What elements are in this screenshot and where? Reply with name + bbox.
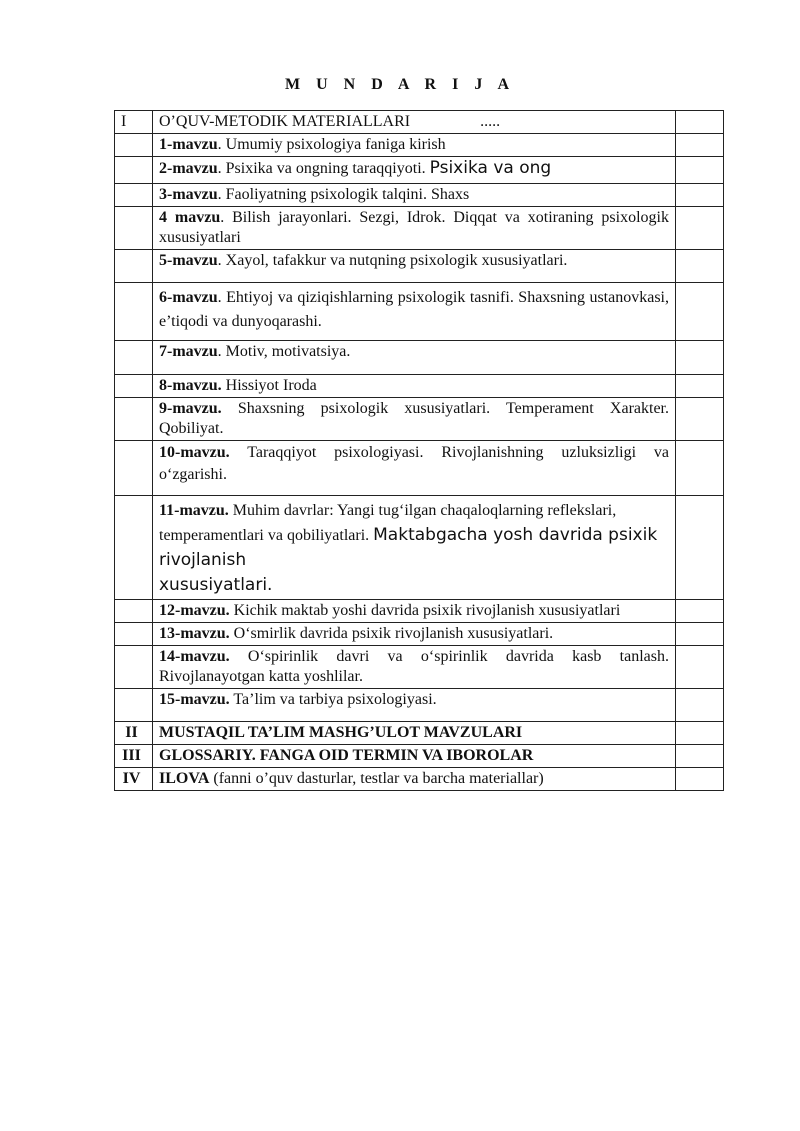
topic-label: 10-mavzu. [159, 444, 230, 461]
topic-entry [153, 496, 676, 600]
topic-entry [153, 375, 676, 398]
table-row [115, 111, 724, 134]
topic-label: 14-mavzu. [159, 648, 230, 665]
topic-label: 9-mavzu. [159, 400, 222, 417]
table-row [115, 283, 724, 341]
topic-label: 11-mavzu. [159, 502, 229, 519]
section-title-text: (fanni o’quv dasturlar, testlar va barcha materiallar) [209, 770, 544, 787]
topic-entry [153, 398, 676, 441]
table-row [115, 157, 724, 184]
topic-text: Ta’lim va tarbiya psixologiyasi. [229, 691, 437, 708]
section-number: III [115, 745, 153, 768]
topic-entry [153, 134, 676, 157]
topic-label: 3-mavzu [159, 186, 218, 203]
topic-text-extra-2: xususiyatlari. [159, 575, 273, 595]
topic-entry [153, 283, 676, 341]
table-row [115, 623, 724, 646]
topic-text: . Motiv, motivatsiya. [217, 343, 351, 360]
table-row [115, 398, 724, 441]
topic-entry [153, 646, 676, 689]
topic-entry [153, 341, 676, 375]
topic-label: 8-mavzu. [159, 377, 222, 394]
topic-text: . Faoliyatning psixologik talqini. Shaxs [217, 186, 470, 203]
page-number-cell [676, 111, 724, 134]
topic-entry [153, 184, 676, 207]
table-row [115, 184, 724, 207]
table-row [115, 496, 724, 600]
section-number: IV [115, 768, 153, 791]
topic-text: O‘smirlik davrida psixik rivojlanish xususiyatlari. [229, 625, 554, 642]
section-title [153, 111, 676, 134]
table-row [115, 441, 724, 496]
table-row [115, 600, 724, 623]
document-title: M U N D A R I J A [284, 76, 515, 93]
topic-label: 5-mavzu [159, 252, 218, 269]
section-title: MUSTAQIL TA’LIM MASHG’ULOT MAVZULARI [153, 722, 676, 745]
topic-text: Shaxsning psixologik xususiyatlari. Temperament Xarakter. Qobiliyat. [159, 400, 669, 437]
topic-label: 1-mavzu [159, 136, 218, 153]
table-row [115, 768, 724, 791]
topic-text: . Xayol, tafakkur va nutqning psixologik xususiyatlari. [217, 252, 568, 269]
table-row [115, 250, 724, 283]
section-title-text: O’QUV-METODIK MATERIALLARI [159, 113, 411, 130]
topic-entry [153, 600, 676, 623]
section-label: ILOVA [159, 770, 210, 787]
contents-table [114, 110, 724, 791]
table-row [115, 134, 724, 157]
topic-text: . Umumiy psixologiya faniga kirish [217, 136, 446, 153]
table-row [115, 722, 724, 745]
topic-label: 13-mavzu. [159, 625, 230, 642]
topic-text-extra: Maktabgacha yosh davrida psixik rivojlanish [159, 525, 658, 570]
topic-label: 15-mavzu. [159, 691, 230, 708]
topic-text: Kichik maktab yoshi davrida psixik rivojlanish xususiyatlari [229, 602, 621, 619]
section-number: I [115, 111, 153, 134]
table-row [115, 375, 724, 398]
topic-text: . Ehtiyoj va qiziqishlarning psixologik tasnifi. Shaxsning ustanovkasi, e’tiqodi va dunyoqarashi. [159, 289, 669, 330]
table-row [115, 341, 724, 375]
topic-text: Hissiyot Iroda [221, 377, 317, 394]
section-title: GLOSSARIY. FANGA OID TERMIN VA IBOROLAR [153, 745, 676, 768]
topic-entry [153, 441, 676, 496]
topic-entry [153, 207, 676, 250]
topic-label: 2-mavzu [159, 160, 218, 177]
table-row [115, 689, 724, 722]
topic-text: . Bilish jarayonlari. Sezgi, Idrok. Diqqat va xotiraning psixologik xususiyatlari [159, 209, 669, 246]
topic-text: O‘spirinlik davri va o‘spirinlik davrida kasb tanlash. Rivojlanayotgan katta yoshlilar. [159, 648, 669, 685]
section-title [153, 768, 676, 791]
topic-text: Muhim davrlar: Yangi tug‘ilgan chaqaloqlarning reflekslari, temperamentlari va qobiliyatlari. [159, 502, 617, 544]
topic-label: 4 mavzu [159, 209, 221, 226]
topic-label: 6-mavzu [159, 289, 218, 306]
topic-text: . Psixika va ongning taraqqiyoti. [217, 160, 430, 177]
section-number: II [115, 722, 153, 745]
table-row [115, 646, 724, 689]
topic-entry [153, 250, 676, 283]
topic-text-extra: Psixika va ong [429, 158, 552, 178]
topic-entry [153, 157, 676, 184]
topic-entry [153, 689, 676, 722]
table-row [115, 207, 724, 250]
topic-label: 12-mavzu. [159, 602, 230, 619]
topic-label: 7-mavzu [159, 343, 218, 360]
table-row [115, 745, 724, 768]
topic-entry [153, 623, 676, 646]
leader-dots: ..... [480, 113, 501, 130]
topic-text: Taraqqiyot psixologiyasi. Rivojlanishning uzluksizligi va o‘zgarishi. [159, 444, 669, 483]
